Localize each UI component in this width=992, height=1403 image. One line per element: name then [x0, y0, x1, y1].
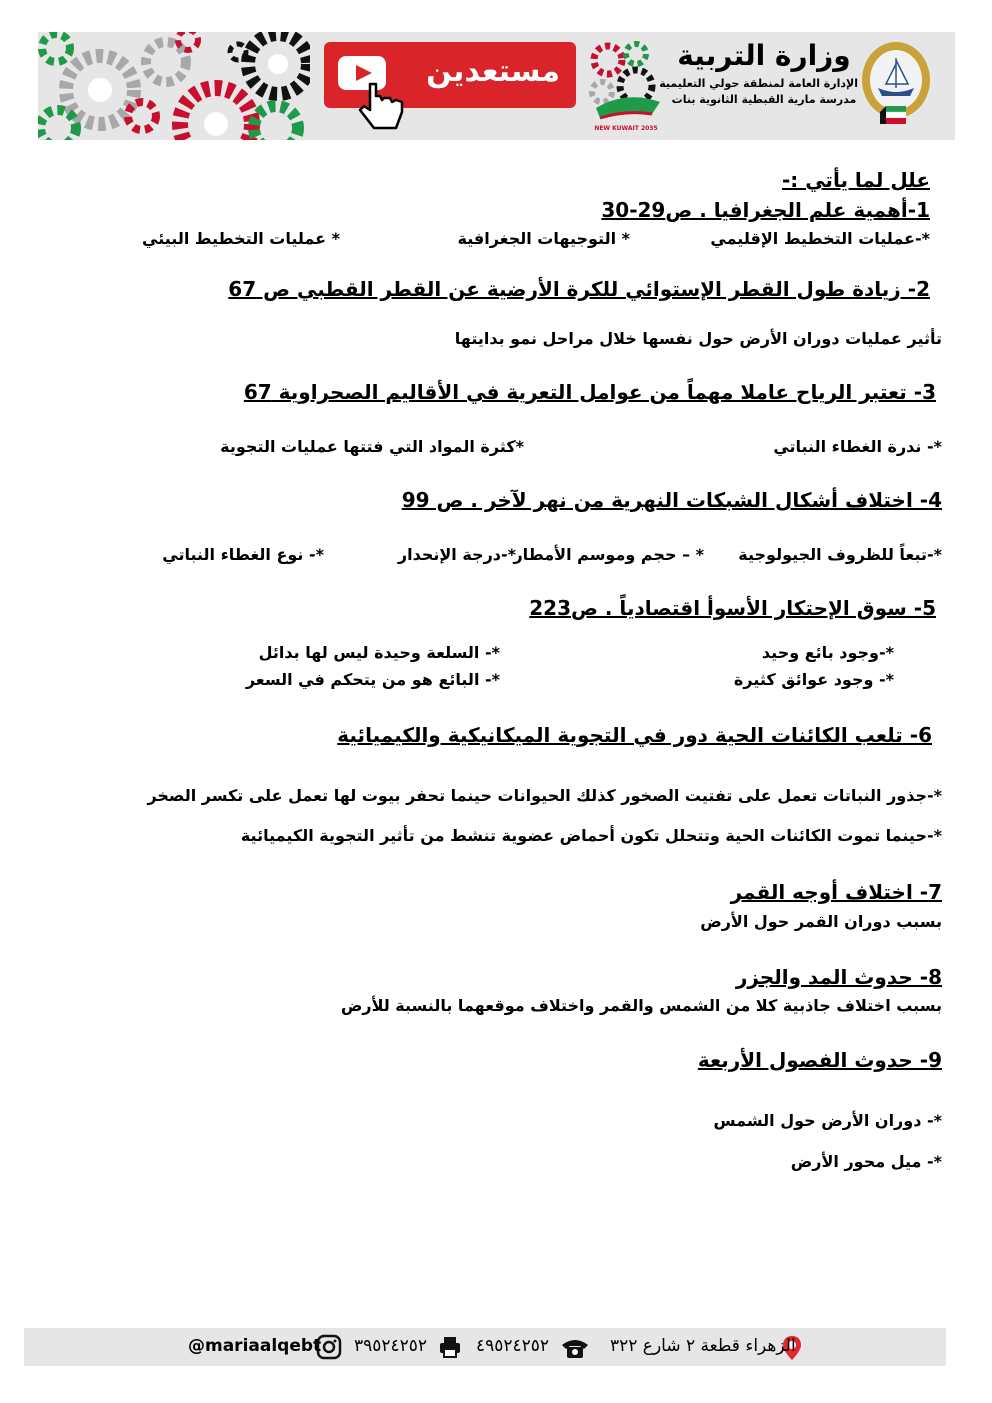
fax-icon — [438, 1335, 462, 1359]
q4-item: *-درجة الإنحدار — [397, 545, 516, 564]
q4-item: *- نوع الغطاء النباتي — [162, 545, 324, 564]
q7-heading: 7- اختلاف أوجه القمر — [730, 880, 942, 904]
q2-heading: 2- زيادة طول القطر الإستوائي للكرة الأرضية عن القطر القطبي ص 67 — [228, 277, 930, 301]
footer-phone[interactable]: ٤٩٥٢٤٢٥٢ — [476, 1336, 550, 1356]
q4-item: * – حجم وموسم الأمطار — [513, 545, 704, 564]
footer-address: الزهراء قطعة ٢ شارع ٣٢٢ — [610, 1336, 796, 1356]
banner-text: مستعدين — [426, 54, 560, 89]
phone-icon — [560, 1337, 590, 1359]
q6-item: *-جذور النباتات تعمل على تفتيت الصخور كذلك الحيوانات حينما تحفر بيوت لها تعمل على تكسر الصخر — [147, 786, 942, 805]
ministry-title: وزارة التربية — [677, 39, 851, 72]
q1-item: * التوجيهات الجغرافية — [457, 229, 630, 248]
intro-heading: علل لما يأتي :- — [781, 168, 930, 192]
q5-item: *- البائع هو من يتحكم في السعر — [245, 670, 500, 689]
q3-heading: 3- تعتبر الرياح عاملا مهماً من عوامل التعرية في الأقاليم الصحراوية 67 — [243, 380, 936, 404]
q6-heading: 6- تلعب الكائنات الحية دور في التجوية الميكانيكية والكيميائية — [337, 723, 932, 747]
district-name: الإدارة العامة لمنطقة حولي التعليمية — [659, 77, 858, 90]
q9-item: *- دوران الأرض حول الشمس — [713, 1111, 942, 1130]
q9-item: *- ميل محور الأرض — [790, 1152, 942, 1171]
q4-item: *-تبعاً للظروف الجيولوجية — [738, 545, 942, 564]
q8-answer: بسبب اختلاف جاذبية كلا من الشمس والقمر واختلاف موقعهما بالنسبة للأرض — [340, 996, 942, 1015]
page-footer — [24, 1328, 946, 1366]
school-name: مدرسة مارية القبطية الثانوية بنات — [671, 93, 857, 106]
q5-item: *-وجود بائع وحيد — [761, 643, 894, 662]
q1-item: * عمليات التخطيط البيئي — [142, 229, 340, 248]
q4-heading: 4- اختلاف أشكال الشبكات النهرية من نهر لآخر . ص 99 — [401, 488, 942, 512]
q5-heading: 5- سوق الإحتكار الأسوأ اقتصادياً . ص223 — [529, 596, 936, 620]
q7-answer: بسبب دوران القمر حول الأرض — [700, 912, 942, 931]
q5-item: *- وجود عوائق كثيرة — [733, 670, 894, 689]
q1-heading: 1-أهمية علم الجغرافيا . ص29-30 — [601, 198, 930, 222]
q9-heading: 9- حدوث الفصول الأربعة — [697, 1048, 942, 1072]
q2-answer: تأثير عمليات دوران الأرض حول نفسها خلال مراحل نمو بدايتها — [454, 329, 942, 348]
q5-item: *- السلعة وحيدة ليس لها بدائل — [258, 643, 500, 662]
footer-instagram[interactable]: @mariaalqebt — [188, 1336, 322, 1356]
q3-item: *- ندرة الغطاء النباتي — [773, 437, 942, 456]
logo-caption: NEW KUWAIT 2035 — [594, 125, 658, 132]
q3-item: *كثرة المواد التي فتتها عمليات التجوية — [220, 437, 524, 456]
q8-heading: 8- حدوث المد والجزر — [735, 965, 942, 989]
q6-item: *-حينما تموت الكائنات الحية وتتحلل تكون أحماض عضوية تنشط من تأثير التجوية الكيميائية — [240, 826, 942, 845]
q1-item: *-عمليات التخطيط الإقليمي — [710, 229, 930, 248]
footer-fax: ٣٩٥٢٤٢٥٢ — [354, 1336, 428, 1356]
